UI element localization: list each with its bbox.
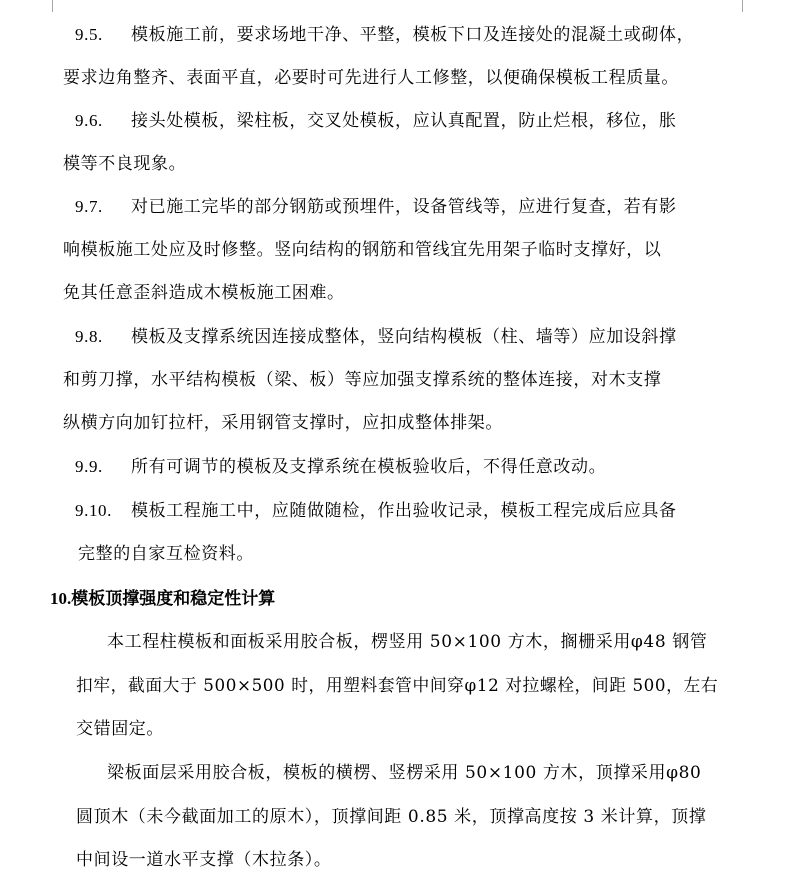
clause-text: 模板工程施工中，应随做随检，作出验收记录，模板工程完成后应具备 <box>131 501 677 521</box>
section-heading <box>50 588 275 610</box>
paragraph-2-line-1: 梁板面层采用胶合板，模板的横楞、竖楞采用 50×100 方木，顶撑采用φ80 <box>107 763 702 783</box>
clause-9-7-line-1 <box>75 196 677 218</box>
paragraph-1-line-2: 扣牢，截面大于 500×500 时，用塑料套管中间穿φ12 对拉螺栓，间距 500，左右 <box>76 676 719 696</box>
clause-text: 模板施工前，要求场地干净、平整，模板下口及连接处的混凝土或砌体， <box>131 25 695 45</box>
clause-text: 模板及支撑系统因连接成整体，竖向结构模板（柱、墙等）应加设斜撑 <box>131 327 677 347</box>
section-title: 模板顶撑强度和稳定性计算 <box>71 589 276 609</box>
clause-9-8-line-1 <box>75 326 677 348</box>
clause-number: 9.9. <box>75 457 103 476</box>
paragraph-1-line-1: 本工程柱模板和面板采用胶合板，楞竖用 50×100 方木，搁栅采用φ48 钢管 <box>107 632 708 652</box>
paragraph-2-line-2: 圆顶木（未今截面加工的原木），顶撑间距 0.85 米，顶撑高度按 3 米计算，顶撑 <box>76 807 707 827</box>
clause-text: 接头处模板，梁柱板，交叉处模板，应认真配置，防止烂根，移位，胀 <box>131 111 677 131</box>
clause-number: 9.10. <box>75 501 112 520</box>
section-number: 10. <box>50 589 72 608</box>
paragraph-1-line-3: 交错固定。 <box>76 719 164 739</box>
clause-text: 所有可调节的模板及支撑系统在模板验收后，不得任意改动。 <box>131 457 607 477</box>
clause-number: 9.8. <box>75 327 103 346</box>
clause-9-5-line-2: 要求边角整齐、表面平直，必要时可先进行人工修整，以便确保模板工程质量。 <box>63 68 679 88</box>
clause-9-8-line-3: 纵横方向加钉拉杆，采用钢管支撑时，应扣成整体排架。 <box>63 413 503 433</box>
clause-9-8-line-2: 和剪刀撑，水平结构模板（梁、板）等应加强支撑系统的整体连接，对木支撑 <box>63 370 662 390</box>
clause-9-10-line-1 <box>75 500 677 522</box>
clause-9-7-line-2: 响模板施工处应及时修整。竖向结构的钢筋和管线宜先用架子临时支撑好，以 <box>63 240 662 260</box>
clause-9-6-line-2: 模等不良现象。 <box>63 154 187 174</box>
clause-9-5-line-1 <box>75 24 694 46</box>
clause-number: 9.7. <box>75 197 103 216</box>
left-margin-corner-mark <box>30 0 53 12</box>
clause-number: 9.5. <box>75 25 103 44</box>
clause-9-9-line-1 <box>75 456 606 478</box>
clause-text: 对已施工完毕的部分钢筋或预埋件，设备管线等，应进行复查，若有影 <box>131 197 677 217</box>
clause-9-7-line-3: 免其任意歪斜造成木模板施工困难。 <box>63 283 345 303</box>
clause-number: 9.6. <box>75 111 103 130</box>
paragraph-2-line-3: 中间设一道水平支撑（木拉条）。 <box>76 850 332 870</box>
right-margin-corner-mark <box>742 0 759 12</box>
clause-9-10-line-2: 完整的自家互检资料。 <box>78 544 254 564</box>
clause-9-6-line-1 <box>75 110 677 132</box>
